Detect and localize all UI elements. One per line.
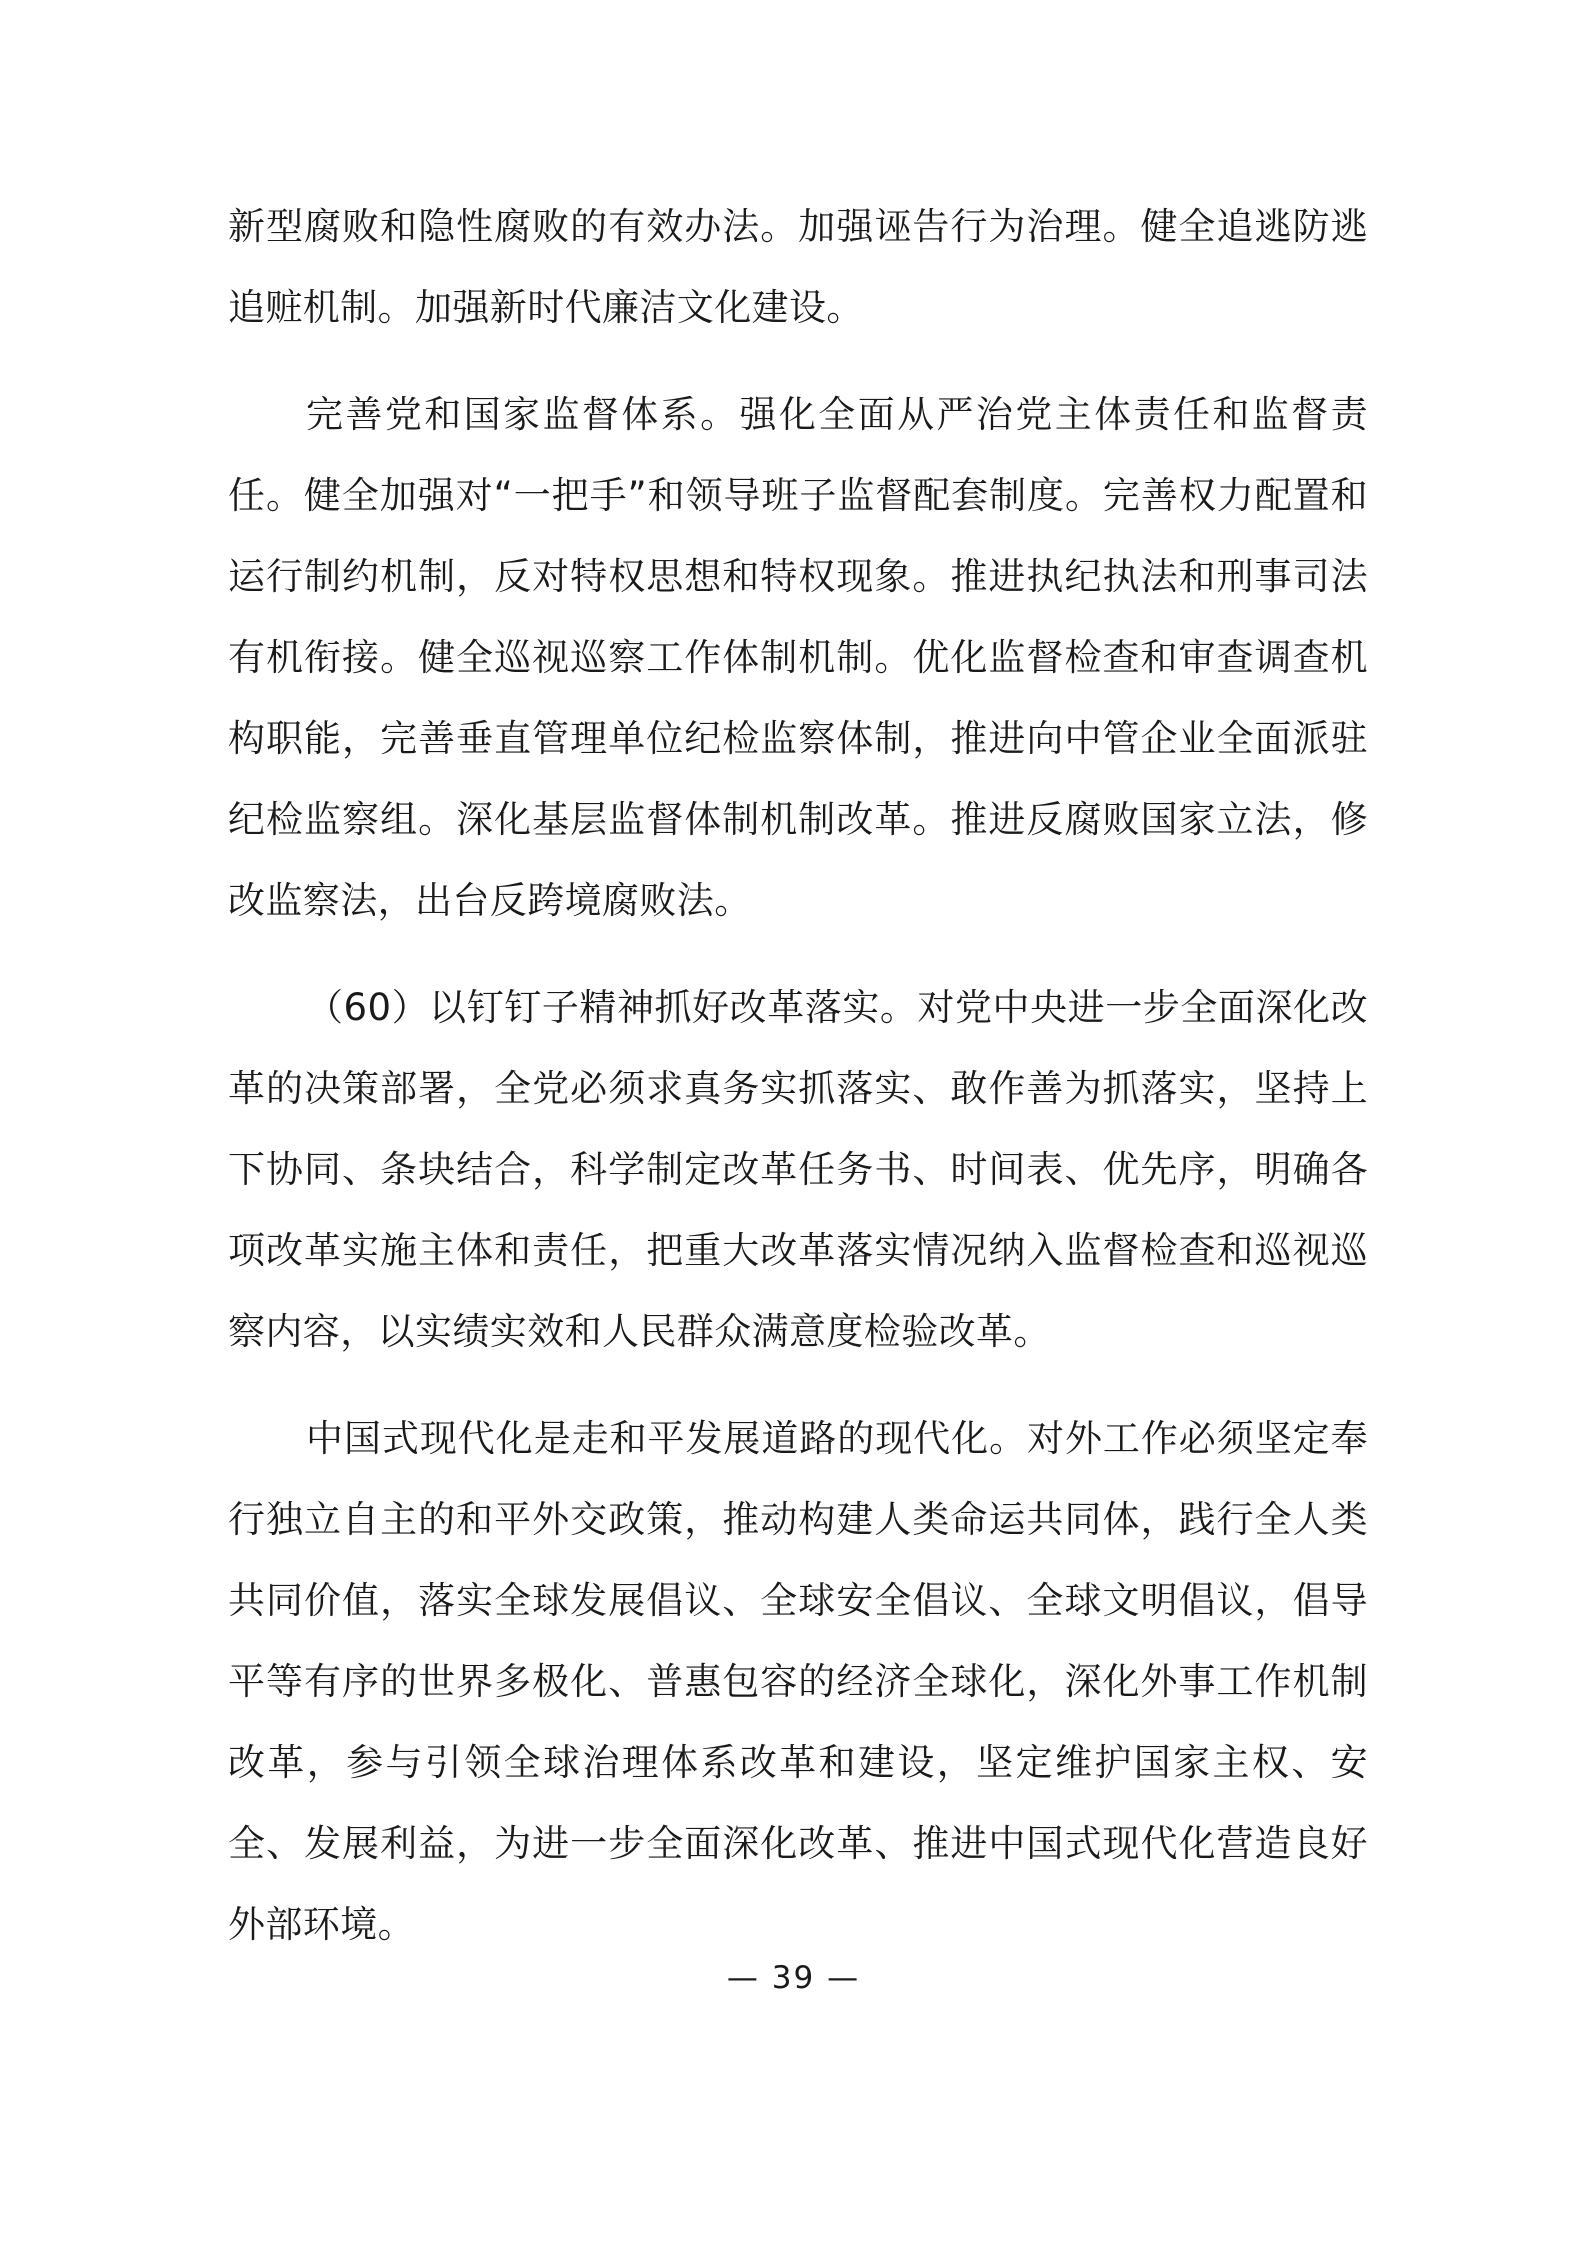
paragraph: 中国式现代化是走和平发展道路的现代化。对外工作必须坚定奉行独立自主的和平外交政策，推动构建人类命运共同体，践行全人类共同价值，落实全球发展倡议、全球安全倡议、全球文明倡议，倡导平等有序的世界多极化、普惠包容的经济全球化，深化外事工作机制改革，参与引领全球治理体系改革和建设，坚定维护国家主权、安全、发展利益，为进一步全面深化改革、推进中国式现代化营造良好外部环境。 bbox=[228, 1417, 1368, 1946]
page-body bbox=[228, 186, 1368, 1977]
paragraph: 新型腐败和隐性腐败的有效办法。加强诬告行为治理。健全追逃防逃追赃机制。加强新时代廉洁文化建设。 bbox=[228, 205, 1368, 329]
paragraph: （60）以钉钉子精神抓好改革落实。对党中央进一步全面深化改革的决策部署，全党必须求真务实抓落实、敢作善为抓落实，坚持上下协同、条块结合，科学制定改革任务书、时间表、优先序，明确各项改革实施主体和责任，把重大改革落实情况纳入监督检查和巡视巡察内容，以实绩实效和人民群众满意度检验改革。 bbox=[228, 986, 1368, 1353]
paragraph: 完善党和国家监督体系。强化全面从严治党主体责任和监督责任。健全加强对“一把手”和领导班子监督配套制度。完善权力配置和运行制约机制，反对特权思想和特权现象。推进执纪执法和刑事司法有机衔接。健全巡视巡察工作体制机制。优化监督检查和审查调查机构职能，完善垂直管理单位纪检监察体制，推进向中管企业全面派驻纪检监察组。深化基层监督体制机制改革。推进反腐败国家立法，修改监察法，出台反跨境腐败法。 bbox=[228, 393, 1368, 922]
page-number: — 39 — bbox=[726, 1960, 861, 1996]
